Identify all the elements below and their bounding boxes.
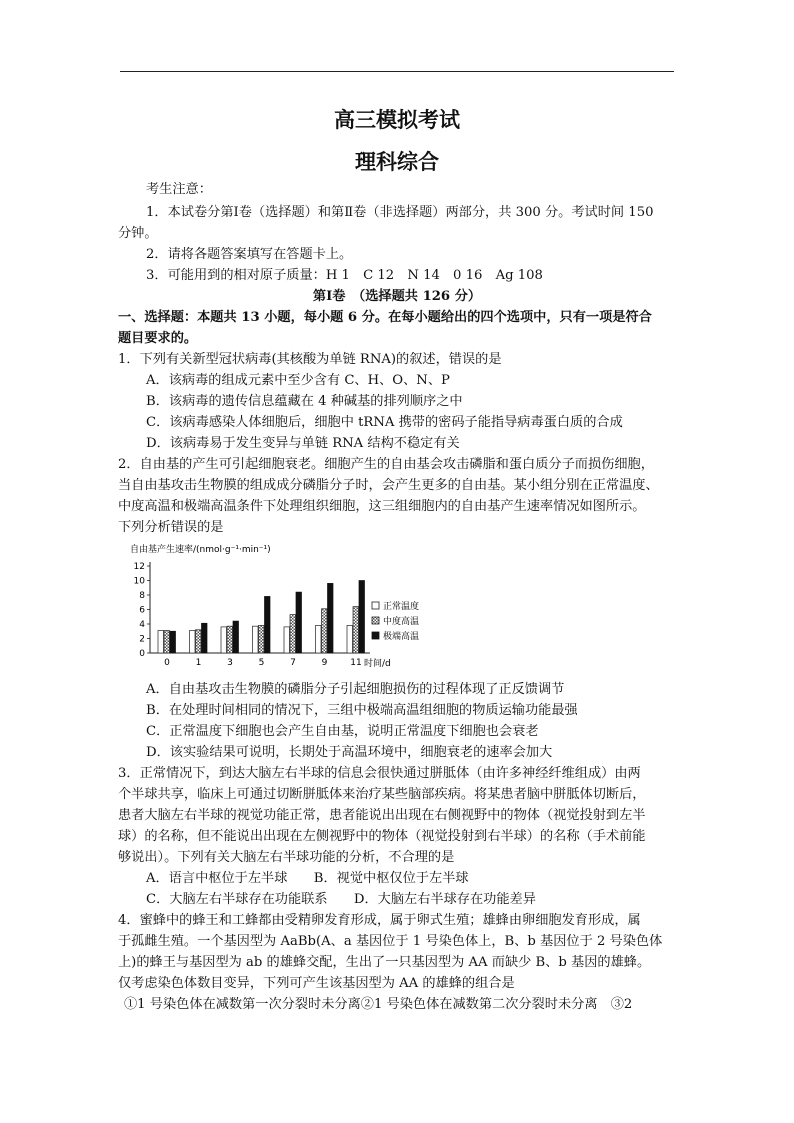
q3-stem-4: 球）的名称，但不能说出出现在左侧视野中的物体（视觉投射到右半球）的名称（手术前能	[118, 829, 646, 844]
bar-normal-9	[316, 625, 322, 653]
y-tick-label: 2	[139, 634, 145, 645]
q2-option-d: D．该实验结果可说明，长期处于高温环境中，细胞衰老的速率会加大	[146, 745, 553, 760]
bar-moderate-5	[259, 625, 265, 653]
x-tick-label: 11	[350, 658, 362, 668]
q3-options-cd: C．大脑左右半球存在功能联系 D．大脑左右半球存在功能差异	[146, 892, 536, 907]
notice-item-2: 2．请将各题答案填写在答题卡上。	[146, 247, 353, 262]
bar-moderate-3	[227, 626, 233, 653]
q3-stem-2: 个半球共享，临床上可通过切断胼胝体来治疗某些脑部疾病。将某患者脑中胼胝体切断后，	[118, 787, 646, 802]
bars	[158, 581, 365, 654]
x-tick-label: 1	[195, 658, 202, 668]
notice-item-3: 3．可能用到的相对原子质量：H 1 C 12 N 14 0 16 Ag 108	[146, 268, 543, 283]
x-tick-label: 3	[227, 658, 233, 668]
bar-normal-1	[190, 631, 196, 653]
x-tick-label: 7	[290, 658, 296, 668]
notice-item-1: 1．本试卷分第Ⅰ卷（选择题）和第Ⅱ卷（非选择题）两部分，共 300 分。考试时间 150	[146, 205, 654, 220]
section-title: 第Ⅰ卷 （选择题共 126 分）	[312, 289, 482, 304]
q2-stem-2: 当自由基攻击生物膜的组成成分磷脂分子时，会产生更多的自由基。某小组分别在正常温度、	[118, 478, 659, 493]
legend-swatch-normal	[372, 602, 379, 609]
bar-moderate-9	[322, 609, 328, 653]
q1-option-a: A．该病毒的组成元素中至少含有 C、H、O、N、P	[146, 373, 450, 388]
x-tick-label: 0	[164, 658, 170, 668]
bar-normal-0	[158, 631, 164, 653]
y-tick-label: 6	[139, 605, 145, 616]
page-subtitle: 理科综合	[355, 149, 439, 174]
q4-stem-1: 4．蜜蜂中的蜂王和工蜂都由受精卵发育形成，属于卵式生殖；雄蜂由卵细胞发育形成，属	[118, 913, 641, 928]
q4-stem-4: 仅考虑染色体数目变异，下列可产生该基因型为 AA 的雄蜂的组合是	[118, 976, 515, 991]
notice-heading: 考生注意：	[146, 182, 212, 197]
q3-stem-3: 患者大脑左右半球的视觉功能正常，患者能说出出现在右侧视野中的物体（视觉投射到左半	[118, 808, 646, 823]
bar-extreme-11	[359, 581, 365, 654]
top-rule	[120, 71, 674, 72]
q2-option-b: B．在处理时间相同的情况下，三组中极端高温组细胞的物质运输功能最强	[146, 703, 578, 718]
legend-moderate: 中度高温	[383, 617, 420, 627]
q2-stem-1: 2．自由基的产生可引起细胞衰老。细胞产生的自由基会攻击磷脂和蛋白质分子而损伤细胞，	[118, 457, 654, 472]
legend-extreme: 极端高温	[383, 632, 420, 642]
chart-ylabel: 自由基产生速率/(nmol·g⁻¹·min⁻¹)	[130, 545, 271, 555]
x-tick-label: 5	[258, 658, 265, 668]
q1-option-c: C．该病毒感染人体细胞后，细胞中 tRNA 携带的密码子能指导病毒蛋白质的合成	[146, 415, 623, 430]
section-instructions-cont: 题目要求的。	[118, 331, 198, 346]
page-title: 高三模拟考试	[334, 107, 460, 132]
bar-normal-5	[253, 626, 259, 653]
q2-option-c: C．正常温度下细胞也会产生自由基，说明正常温度下细胞也会衰老	[146, 724, 539, 739]
q4-stem-3: 上)的蜂王与基因型为 ab 的雄蜂交配，生出了一只基因型为 AA 而缺少 B、b 基因的雄蜂。	[118, 955, 651, 970]
bar-extreme-0	[170, 631, 176, 653]
bar-normal-3	[221, 627, 227, 653]
y-tick-label: 10	[133, 576, 145, 587]
legend-swatch-extreme	[372, 632, 379, 639]
legend-normal: 正常温度	[383, 602, 420, 612]
y-tick-label: 0	[139, 649, 145, 659]
bar-moderate-1	[196, 630, 202, 653]
q2-option-a: A．自由基攻击生物膜的磷脂分子引起细胞损伤的过程体现了正反馈调节	[146, 682, 565, 697]
section-instructions: 一、选择题：本题共 13 小题，每小题 6 分。在每小题给出的四个选项中，只有一项是符合	[118, 310, 652, 325]
bar-moderate-7	[290, 615, 296, 653]
free-radical-chart	[118, 540, 448, 670]
x-ticks	[164, 658, 362, 668]
y-tick-label: 12	[133, 562, 145, 572]
bar-extreme-7	[296, 592, 302, 653]
bar-normal-7	[284, 627, 290, 653]
q2-stem-4: 下列分析错误的是	[118, 520, 224, 535]
q1-option-d: D．该病毒易于发生变异与单链 RNA 结构不稳定有关	[146, 436, 460, 451]
q3-stem-1: 3．正常情况下，到达大脑左右半球的信息会很快通过胼胝体（由许多神经纤维组成）由两	[118, 766, 641, 781]
q2-stem-3: 中度高温和极端高温条件下处理组织细胞，这三组细胞内的自由基产生速率情况如图所示。	[118, 499, 646, 514]
x-tick-label: 9	[321, 658, 328, 668]
bar-moderate-0	[164, 631, 170, 653]
bar-moderate-11	[353, 607, 359, 653]
bar-extreme-9	[328, 583, 334, 653]
notice-item-1-cont: 分钟。	[118, 226, 158, 241]
q1-stem: 1．下列有关新型冠状病毒(其核酸为单链 RNA)的叙述，错误的是	[118, 352, 502, 367]
y-tick-label: 8	[139, 591, 145, 601]
q3-stem-5: 够说出）。下列有关大脑左右半球功能的分析，不合理的是	[118, 850, 455, 865]
y-tick-label: 4	[139, 620, 145, 630]
legend-swatch-moderate	[372, 617, 379, 624]
chart-xlabel: 时间/d	[364, 659, 391, 669]
chart-legend	[372, 600, 419, 642]
bar-extreme-5	[265, 596, 271, 653]
bar-extreme-3	[233, 621, 239, 653]
q4-stem-2: 于孤雌生殖。一个基因型为 AaBb(A、a 基因位于 1 号染色体上，B、b 基因位于 2 号染色体	[118, 934, 663, 949]
q3-options-ab: A．语言中枢位于左半球 B．视觉中枢仅位于左半球	[146, 871, 469, 886]
bar-extreme-1	[202, 623, 208, 653]
q1-option-b: B．该病毒的遗传信息蕴藏在 4 种碱基的排列顺序之中	[146, 394, 463, 409]
q4-options: ①1 号染色体在减数第一次分裂时未分离②1 号染色体在减数第二次分裂时未分离 ③2	[124, 997, 633, 1012]
bar-normal-11	[347, 625, 353, 653]
y-ticks	[134, 562, 150, 659]
